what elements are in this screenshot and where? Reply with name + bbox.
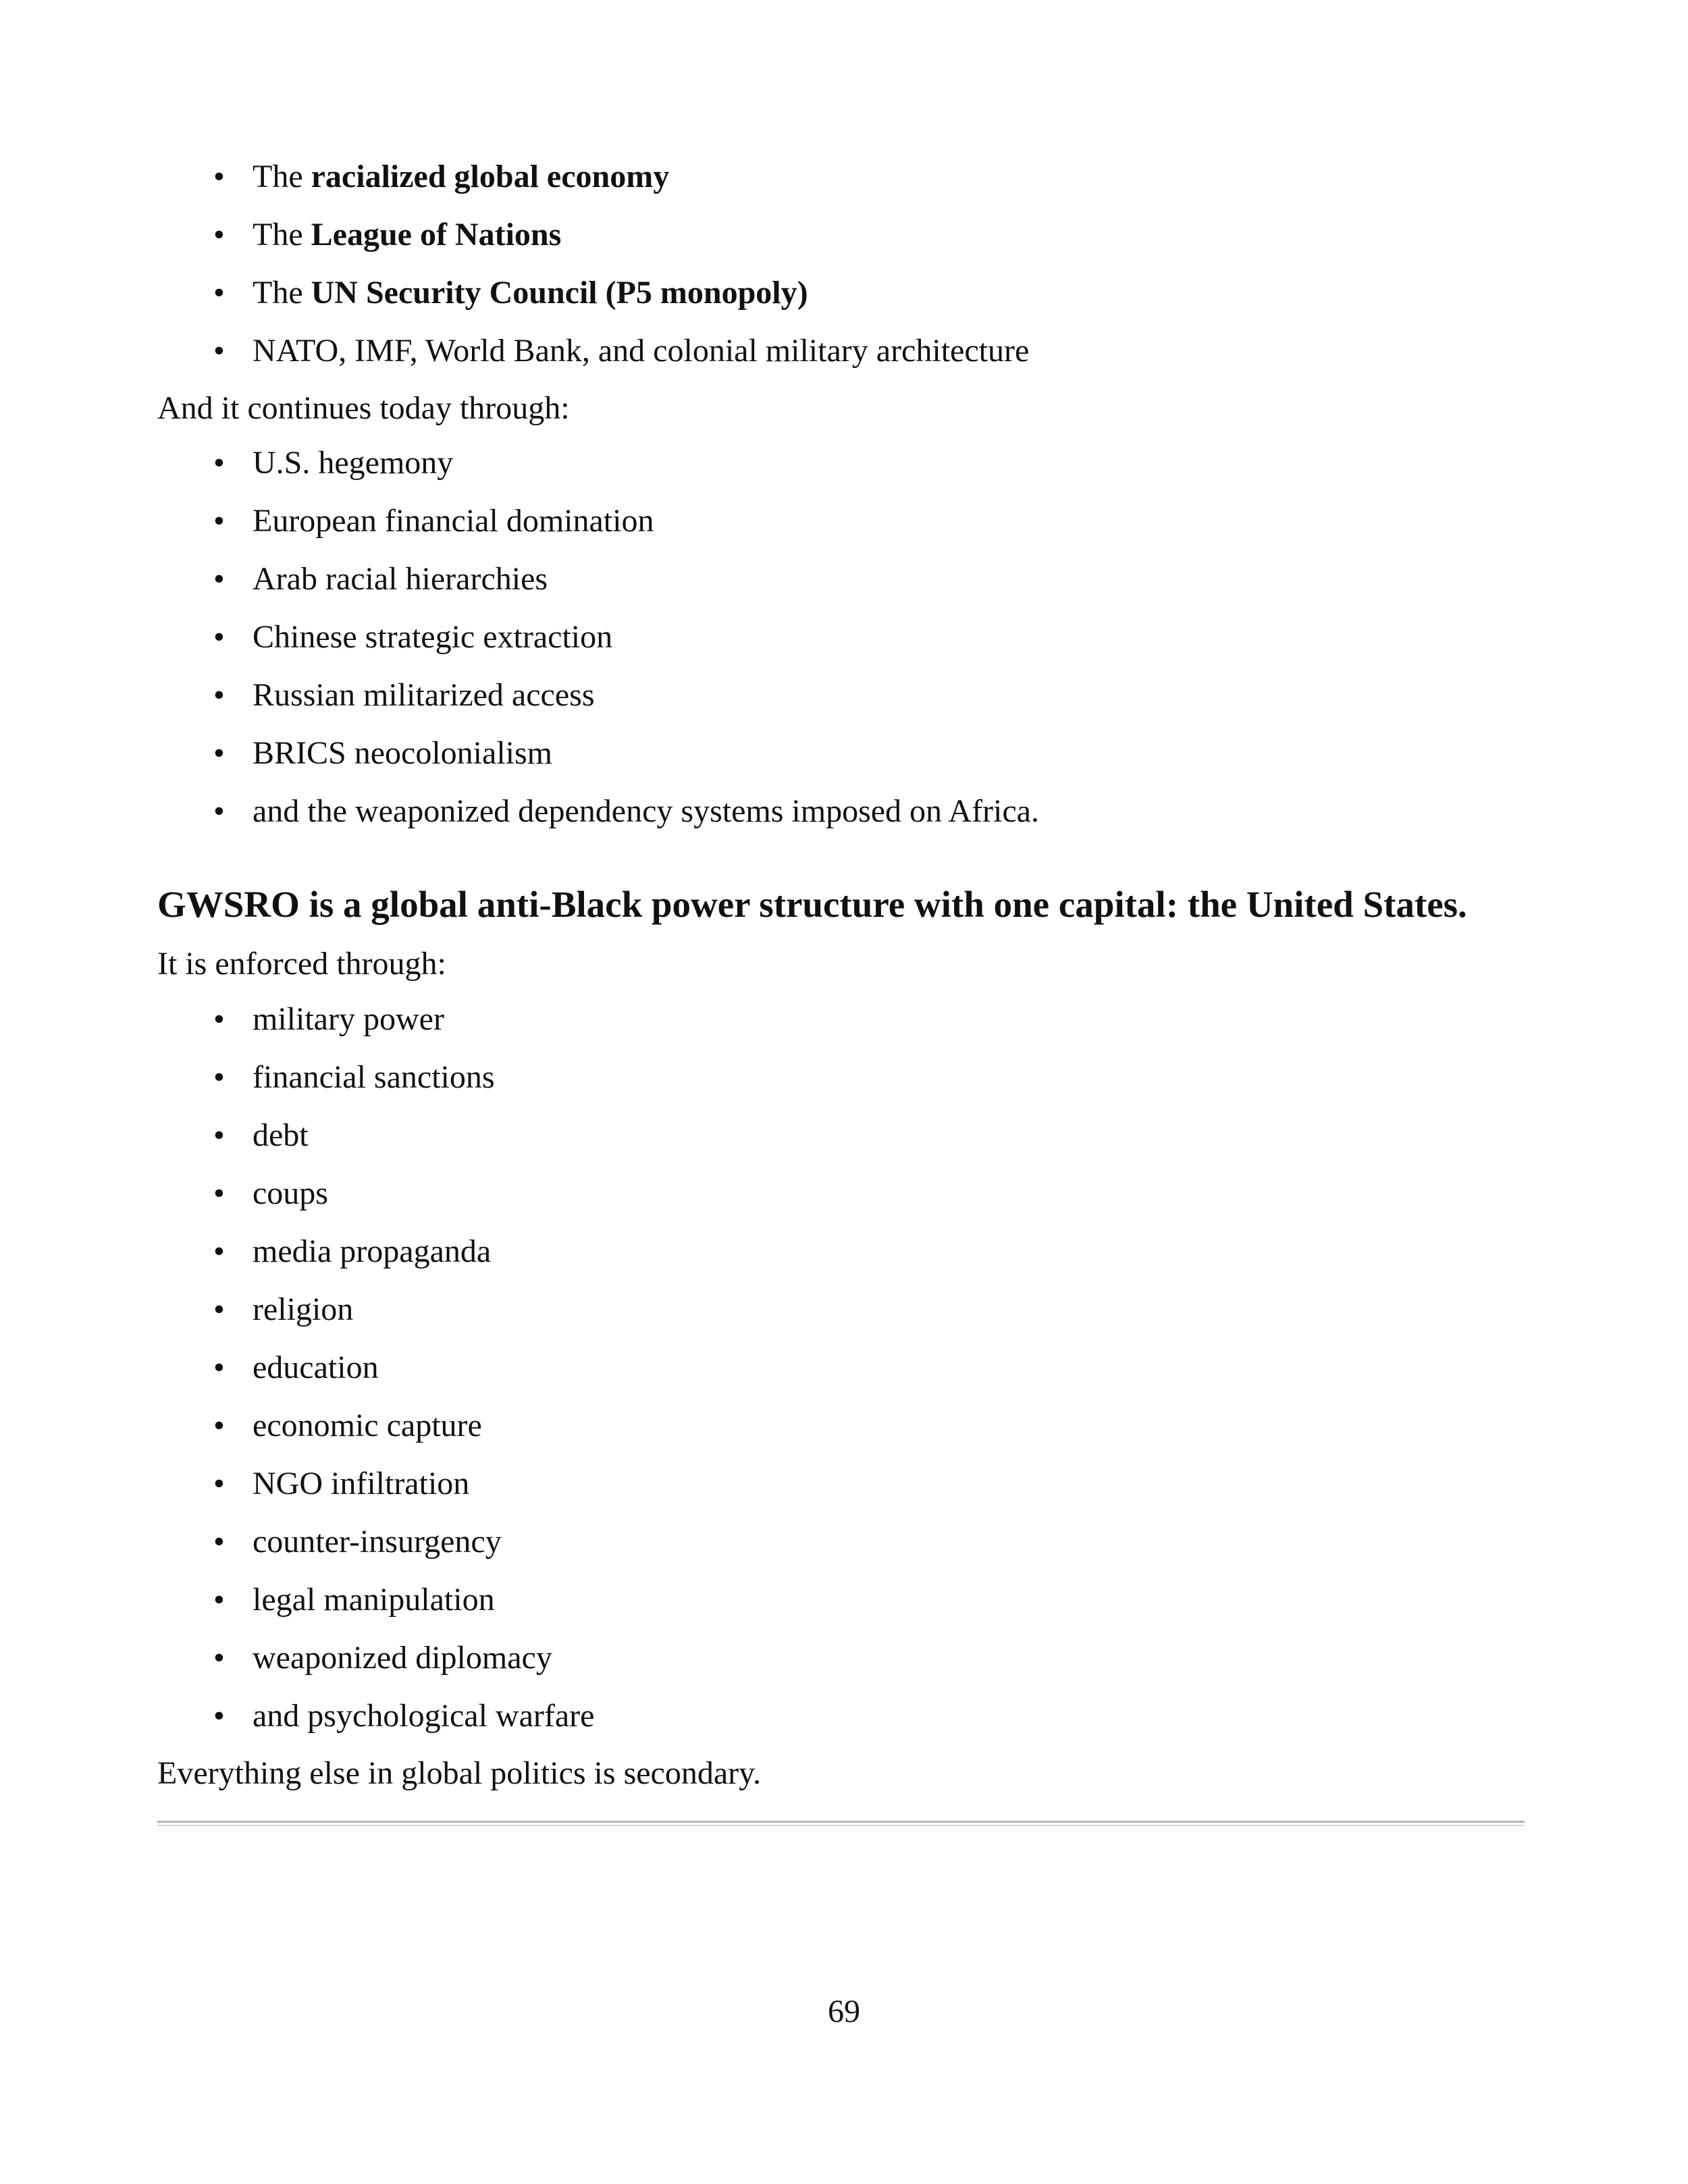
- bullet-icon: •: [213, 1640, 225, 1676]
- horizontal-rule-shadow: [157, 1825, 1525, 1826]
- list-item-text: Arab racial hierarchies: [253, 561, 548, 597]
- section-heading: GWSRO is a global anti-Black power structure with one capital: the United States.: [157, 884, 1467, 925]
- list-item-text: Russian militarized access: [253, 677, 595, 713]
- bullet-icon: •: [213, 1408, 225, 1443]
- list-item-text: education: [253, 1350, 379, 1385]
- bullet-icon: •: [213, 1698, 225, 1734]
- list-item-text: BRICS neocolonialism: [253, 735, 552, 771]
- bullet-icon: •: [213, 1117, 225, 1153]
- bullet-icon: •: [213, 1291, 225, 1327]
- list-item-text: Chinese strategic extraction: [253, 619, 613, 655]
- list-item-text: and psychological warfare: [253, 1698, 595, 1734]
- bullet-icon: •: [213, 1233, 225, 1269]
- list-item-text: NATO, IMF, World Bank, and colonial military architecture: [253, 333, 1030, 369]
- bullet-icon: •: [213, 159, 225, 194]
- bullet-icon: •: [213, 1175, 225, 1211]
- bullet-icon: •: [213, 1059, 225, 1095]
- paragraph-enforced-through: It is enforced through:: [157, 946, 446, 982]
- list-item-text: legal manipulation: [253, 1582, 495, 1618]
- list-item-text: economic capture: [253, 1408, 482, 1443]
- list-item-text: religion: [253, 1291, 354, 1327]
- page-number: 69: [828, 1994, 860, 2029]
- list-item-text: financial sanctions: [253, 1059, 495, 1095]
- list-item-text: The League of Nations: [253, 217, 562, 252]
- list-item-text: weaponized diplomacy: [253, 1640, 552, 1676]
- list-item-text: U.S. hegemony: [253, 445, 454, 481]
- closing-paragraph: Everything else in global politics is secondary.: [157, 1755, 762, 1791]
- list-item-text: coups: [253, 1175, 328, 1211]
- bullet-icon: •: [213, 677, 225, 713]
- list-item-text: The racialized global economy: [253, 159, 670, 194]
- list-item-text: debt: [253, 1117, 309, 1153]
- bullet-icon: •: [213, 333, 225, 369]
- bullet-icon: •: [213, 1524, 225, 1560]
- bullet-icon: •: [213, 445, 225, 481]
- bullet-icon: •: [213, 1001, 225, 1037]
- bullet-icon: •: [213, 619, 225, 655]
- list-item-text: counter-insurgency: [253, 1524, 502, 1560]
- list-item-text: European financial domination: [253, 503, 654, 539]
- bullet-icon: •: [213, 1466, 225, 1501]
- list-item-text: The UN Security Council (P5 monopoly): [253, 275, 808, 311]
- horizontal-rule: [157, 1821, 1525, 1823]
- bullet-icon: •: [213, 561, 225, 597]
- list-item-text: military power: [253, 1001, 444, 1037]
- list-item-text: and the weaponized dependency systems imposed on Africa.: [253, 793, 1039, 829]
- bullet-icon: •: [213, 1350, 225, 1385]
- bullet-icon: •: [213, 217, 225, 252]
- bullet-icon: •: [213, 735, 225, 771]
- bullet-icon: •: [213, 793, 225, 829]
- list-item-text: media propaganda: [253, 1233, 492, 1269]
- paragraph-continues-today: And it continues today through:: [157, 390, 570, 426]
- bullet-icon: •: [213, 1582, 225, 1618]
- list-item-text: NGO infiltration: [253, 1466, 470, 1501]
- bullet-icon: •: [213, 503, 225, 539]
- bullet-icon: •: [213, 275, 225, 311]
